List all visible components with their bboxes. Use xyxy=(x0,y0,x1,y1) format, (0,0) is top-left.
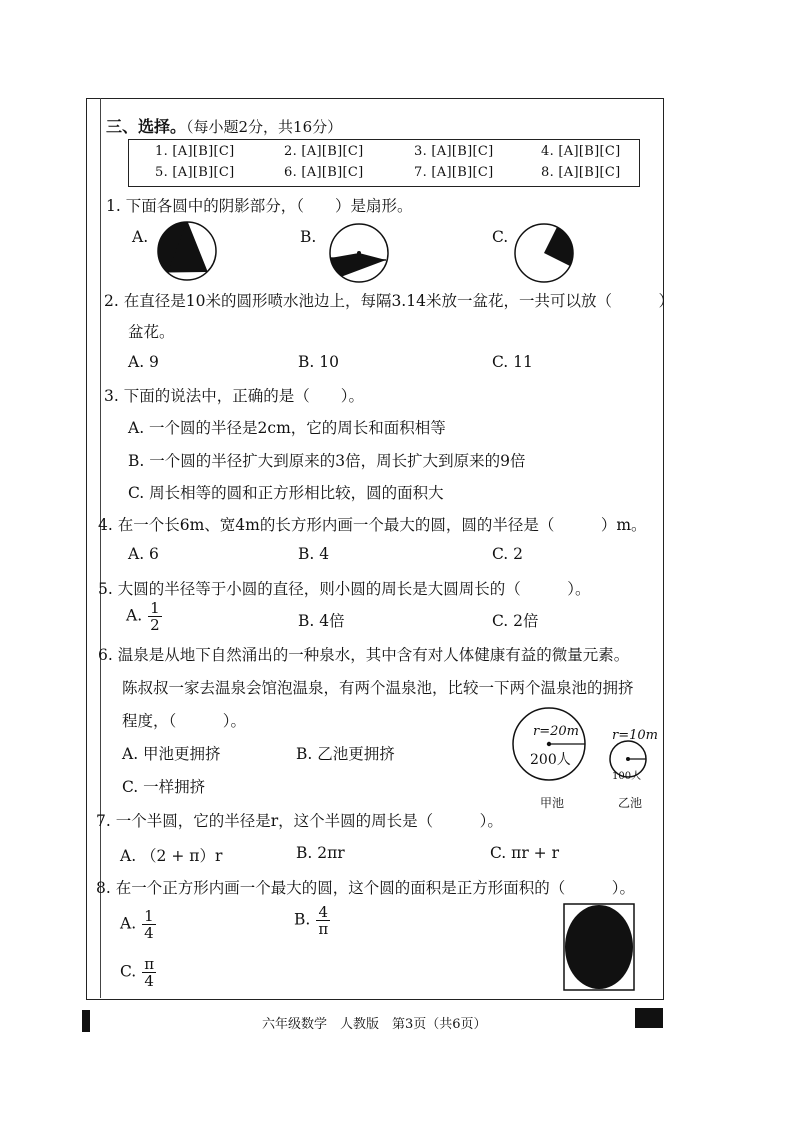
fraction-four-over-pi: $\frac{4}{\pi}$ xyxy=(318,903,329,938)
fraction-one-half: $\frac{1}{2}$ xyxy=(150,599,160,634)
option-label: A. xyxy=(126,606,143,625)
question-3-stem: 3. 下面的说法中，正确的是（ ）。 xyxy=(104,387,364,405)
option-label: B. xyxy=(294,910,311,929)
question-4-stem: 4. 在一个长6m、宽4m的长方形内画一个最大的圆，圆的半径是（ ）m。 xyxy=(98,516,647,534)
scan-marker-right xyxy=(635,1008,663,1028)
question-2-option-a[interactable]: A. 9 xyxy=(128,353,159,371)
fraction-pi-over-four: $\frac{\pi}{4}$ xyxy=(144,955,155,990)
question-2-stem: 2. 在直径是10米的圆形喷水池边上，每隔3.14米放一盆花，一共可以放（ ） xyxy=(104,292,674,310)
question-1-stem: 1. 下面各圆中的阴影部分，（ ）是扇形。 xyxy=(106,197,413,215)
question-6-option-c[interactable]: C. 一样拥挤 xyxy=(122,778,206,796)
section-title xyxy=(106,114,342,137)
question-4-option-a[interactable]: A. 6 xyxy=(128,545,159,563)
question-2-option-b[interactable]: B. 10 xyxy=(298,353,339,371)
answer-slot[interactable]: 3. [A][B][C] xyxy=(414,144,494,159)
question-4-option-c[interactable]: C. 2 xyxy=(492,545,524,563)
question-3-option-c[interactable]: C. 周长相等的圆和正方形相比较，圆的面积大 xyxy=(128,484,444,502)
question-3-option-a[interactable]: A. 一个圆的半径是2cm，它的周长和面积相等 xyxy=(128,419,446,437)
question-1-option-b[interactable]: B. xyxy=(300,228,317,246)
page-footer: 六年级数学 人教版 第3页（共6页） xyxy=(262,1017,487,1032)
question-6-line-1: 6. 温泉是从地下自然涌出的一种泉水，其中含有对人体健康有益的微量元素。 xyxy=(98,646,630,664)
sector-figure-a xyxy=(158,215,218,285)
section-score-note: （每小题2分，共16分） xyxy=(186,118,343,136)
pool-1-radius: r=20m xyxy=(533,724,579,739)
question-5-stem: 5. 大圆的半径等于小圆的直径，则小圆的周长是大圆周长的（ ）。 xyxy=(98,580,591,598)
question-5-option-c[interactable]: C. 2倍 xyxy=(492,612,539,630)
answer-slot[interactable]: 6. [A][B][C] xyxy=(284,165,364,180)
answer-slot[interactable]: 4. [A][B][C] xyxy=(541,144,621,159)
question-7-option-a[interactable]: A. （2 + π）r xyxy=(120,847,223,865)
question-5-option-a[interactable] xyxy=(126,600,162,633)
question-4-option-b[interactable]: B. 4 xyxy=(298,545,330,563)
binding-line xyxy=(100,98,101,998)
question-2-stem-continued: 盆花。 xyxy=(128,323,175,341)
question-5-option-b[interactable]: B. 4倍 xyxy=(298,612,345,630)
answer-slot[interactable]: 1. [A][B][C] xyxy=(155,144,235,159)
sector-figure-b xyxy=(328,222,390,284)
question-1-option-a[interactable]: A. xyxy=(132,228,149,246)
circle-in-square-figure xyxy=(563,903,635,991)
question-2-option-c[interactable]: C. 11 xyxy=(492,353,533,371)
question-7-stem: 7. 一个半圆，它的半径是r，这个半圆的周长是（ ）。 xyxy=(96,812,503,830)
question-8-option-b[interactable] xyxy=(294,904,330,937)
option-label: A. xyxy=(120,914,137,933)
pool-2-radius: r=10m xyxy=(612,728,658,743)
question-8-option-c[interactable] xyxy=(120,956,156,989)
answer-sheet xyxy=(128,139,640,187)
answer-slot[interactable]: 8. [A][B][C] xyxy=(541,165,621,180)
question-7-option-c[interactable]: C. πr + r xyxy=(490,844,560,862)
option-label: C. xyxy=(120,962,137,981)
question-6-option-a[interactable]: A. 甲池更拥挤 xyxy=(122,745,221,763)
question-6-option-b[interactable]: B. 乙池更拥挤 xyxy=(296,745,395,763)
section-title-text: 三、选择。 xyxy=(106,117,187,136)
answer-slot[interactable]: 5. [A][B][C] xyxy=(155,165,235,180)
question-6-line-3: 程度，（ ）。 xyxy=(122,712,247,730)
pool-1-people: 200人 xyxy=(530,752,571,768)
answer-slot[interactable]: 7. [A][B][C] xyxy=(414,165,494,180)
scan-marker-left xyxy=(82,1010,90,1032)
question-8-option-a[interactable] xyxy=(120,908,156,941)
question-1-option-c[interactable]: C. xyxy=(492,228,509,246)
question-6-line-2: 陈叔叔一家去温泉会馆泡温泉，有两个温泉池，比较一下两个温泉池的拥挤 xyxy=(122,679,634,697)
answer-slot[interactable]: 2. [A][B][C] xyxy=(284,144,364,159)
question-7-option-b[interactable]: B. 2πr xyxy=(296,844,345,862)
sector-figure-c xyxy=(513,222,575,284)
question-8-stem: 8. 在一个正方形内画一个最大的圆，这个圆的面积是正方形面积的（ ）。 xyxy=(96,879,635,897)
pool-1-name: 甲池 xyxy=(540,796,565,810)
fraction-one-quarter: $\frac{1}{4}$ xyxy=(144,907,154,942)
pool-2-people: 100人 xyxy=(612,771,642,782)
question-3-option-b[interactable]: B. 一个圆的半径扩大到原来的3倍，周长扩大到原来的9倍 xyxy=(128,452,526,470)
pool-2-name: 乙池 xyxy=(618,796,643,810)
